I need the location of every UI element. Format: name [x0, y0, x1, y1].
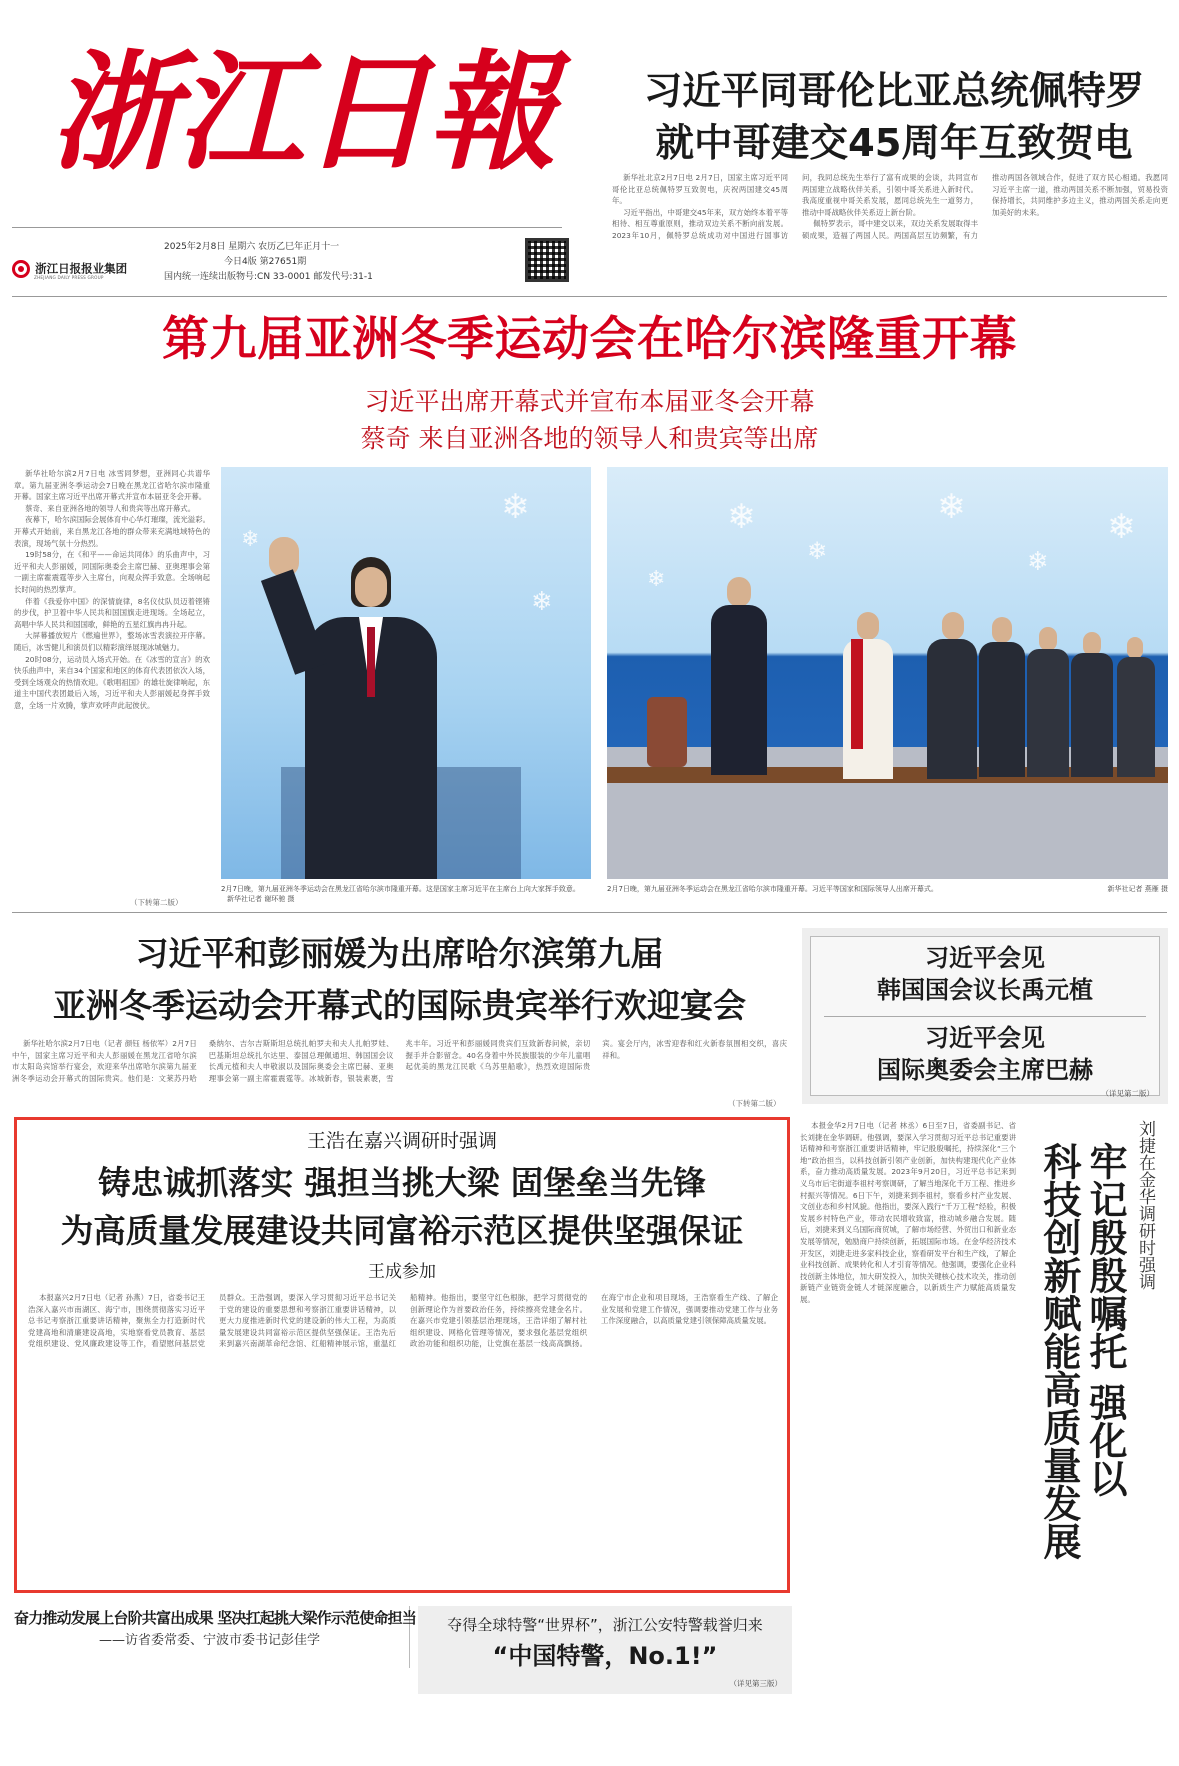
- banquet-body: [12, 1038, 787, 1108]
- feature-body: [28, 1292, 778, 1582]
- banquet-title-1: 习近平和彭丽媛为出席哈尔滨第九届: [135, 934, 664, 973]
- issue-date: 2025年2月8日 星期六 农历乙巳年正月十一: [164, 242, 340, 252]
- photo-2-credit: 新华社记者 燕雁 摄: [1107, 885, 1168, 893]
- issue-pages: 今日4版 第27651期: [224, 257, 307, 267]
- meetings-box: [802, 928, 1168, 1104]
- lead-top-body: [612, 172, 1168, 284]
- bottom-left-title: 奋力推动发展上台阶共富出成果 坚决扛起挑大梁作示范使命担当: [14, 1609, 417, 1627]
- photo-leader-waving: ❄ ❄ ❄: [221, 467, 591, 879]
- banquet-headline: [12, 928, 787, 1032]
- lead-top-title-2: 就中哥建交45周年互致贺电: [655, 121, 1133, 166]
- publisher-name-en: ZHEJIANG DAILY PRESS GROUP: [34, 274, 104, 280]
- main-para: 新华社哈尔滨2月7日电 冰雪同梦想，亚洲同心共谱华章。第九届亚洲冬季运动会7日晚在黑龙江省哈尔滨市隆重开幕。国家主席习近平出席开幕式并宣布本届亚冬会开幕。: [14, 469, 210, 502]
- bottom-mid-quote: “中国特警，No.1!”: [492, 1642, 718, 1670]
- main-para: 19时58分，在《和平——命运共同体》的乐曲声中，习近平和夫人彭丽媛，同国际奥委会主席巴赫、亚奥理事会第一副主席霍震霆等步入主席台，向观众挥手致意。全场响起长时间的热烈掌声。: [14, 550, 210, 594]
- side-story-title-1: 牢记殷殷嘱托 强化以: [1083, 1142, 1127, 1498]
- photo-1-credit: 新华社记者 谢环驰 摄: [227, 895, 295, 903]
- main-para: 夜幕下，哈尔滨国际会展体育中心华灯璀璨，流光溢彩。开幕式开始前，来自黑龙江各地的群众带来充满地域特色的表演，现场气氛十分热烈。: [14, 515, 210, 548]
- side-story-title-2: 科技创新赋能高质量发展: [1037, 1142, 1081, 1560]
- bottom-mid-title: 夺得全球特警“世界杯”，浙江公安特警载誉归来: [447, 1616, 763, 1634]
- main-continued: （下转第二版）: [130, 898, 183, 907]
- lead-top-para: 习近平指出，中哥建交45年来，双方始终本着平等相待、相互尊重原则，推动双边关系不断向前发展。2023年10月，佩特罗总统成功对中国进行国事访问，我同总统先生举行了富有成果的会谈，共同宣布两国建立战略伙伴关系，引领中哥关系进入新时代。我高度重视中哥关系发展，愿同总统先生一道努力，推动中哥战略伙伴关系迈上新台阶。: [612, 173, 978, 240]
- side-story-body: [800, 1120, 1016, 1748]
- meetings-note: （详见第二版）: [1101, 1089, 1154, 1098]
- main-para: 大屏幕播放短片《燃遍世界》，整场冰雪表演拉开序幕。随后，冰雪健儿和演员们以精彩演绎展现冰城魅力。: [14, 631, 210, 652]
- banquet-continued: （下转第二版）: [728, 1099, 781, 1108]
- side-story-para: 本报金华2月7日电（记者 林丞）6日至7日，省委副书记、省长刘捷在金华调研。他强调，要深入学习贯彻习近平总书记重要讲话精神和考察浙江重要讲话精神，牢记殷殷嘱托，持续深化“三个地”政治担当，以科技创新引领产业创新，加快构建现代化产业体系，奋力推动高质量发展。2023年9月20日，习近平总书记来到义乌市后宅街道李祖村考察调研，了解当地深化千万工程、推进乡村振兴等情况。6日下午，刘捷来到李祖村，察看乡村产业发展、文创业态和乡村风貌。他指出，要深入践行“千万工程”经验，积极发展乡村特色产业，带动农民增收致富，推动城乡融合发展。随后，刘捷来到义乌国际商贸城，了解市场经营、外贸出口和新业态发展等情况，勉励商户持续创新，拓展国际市场。在金华经济技术开发区，刘捷走进多家科技企业，察看研发平台和生产线，了解企业科技创新、成果转化和人才引育等情况。他强调，要强化企业科技创新主体地位，加大研发投入，加快关键核心技术攻关，推动创新链产业链资金链人才链深度融合，以新质生产力赋能高质量发展。: [800, 1121, 1016, 1304]
- meeting-2-sub: 国际奥委会主席巴赫: [877, 1056, 1093, 1084]
- qr-code-icon: [525, 238, 569, 282]
- header-divider: [12, 227, 562, 228]
- lead-top-headline: [614, 66, 1174, 170]
- issue-cn: 国内统一连续出版物号:CN 33-0001 邮发代号:31-1: [164, 272, 373, 282]
- feature-para: 本报嘉兴2月7日电（记者 孙燕）7日，省委书记王浩深入嘉兴市南湖区、海宁市，围绕贯彻落实习近平总书记考察浙江重要讲话精神，聚焦全力打造新时代党建高地和清廉建设高地，实地察看党员教育、基层党组织建设、党风廉政建设等工作，看望慰问基层党员群众。王浩强调，要深入学习贯彻习近平总书记关于党的建设的重要思想和考察浙江重要讲话精神，以更大力度推进新时代党的建设新的伟大工程，为高质量发展建设共同富裕示范区提供坚强保证。王浩先后来到嘉兴南湖革命纪念馆、红船精神展示馆，重温红船精神。他指出，要坚守红色根脉，把学习贯彻党的创新理论作为首要政治任务，持续擦亮党建金名片。在嘉兴市党建引领基层治理现场，王浩详细了解村社组织建设、网格化管理等情况，要求强化基层党组织政治功能和组织功能，让党旗在基层一线高高飘扬。在海宁市企业和项目现场，王浩察看生产线、了解企业发展和党建工作情况，强调要推动党建工作与业务工作深度融合，以高质量党建引领保障高质量发展。: [28, 1293, 778, 1349]
- banquet-title-2: 亚洲冬季运动会开幕式的国际贵宾举行欢迎宴会: [53, 986, 746, 1025]
- bottom-left-sub: ——访省委常委、宁波市委书记彭佳学: [99, 1633, 321, 1648]
- lead-top-para: 新华社北京2月7日电 2月7日，国家主席习近平同哥伦比亚总统佩特罗互致贺电，庆祝两国建交45周年。: [612, 173, 788, 206]
- meeting-2-title: 习近平会见: [925, 1024, 1045, 1052]
- main-headline: 第九届亚洲冬季运动会在哈尔滨隆重开幕: [162, 312, 1017, 367]
- photo-2-caption-text: 2月7日晚，第九届亚洲冬季运动会在黑龙江省哈尔滨市隆重开幕。习近平等国家和国际领导人出席开幕式。: [607, 885, 938, 893]
- photo-leaders-standing: ❄ ❄ ❄ ❄ ❄ ❄: [607, 467, 1168, 879]
- publisher-name: 浙江日报报业集团: [35, 261, 128, 276]
- main-para: 蔡奇、来自亚洲各地的领导人和贵宾等出席开幕式。: [25, 503, 196, 513]
- meeting-1-title: 习近平会见: [925, 944, 1045, 972]
- photo-2-caption: [607, 884, 1168, 894]
- photo-1-caption-text: 2月7日晚，第九届亚洲冬季运动会在黑龙江省哈尔滨市隆重开幕。这是国家主席习近平在主席台上向大家挥手致意。: [221, 885, 580, 893]
- main-para: 伴着《我爱你中国》的深情旋律，8名仪仗队员迈着铿锵的步伐，护卫着中华人民共和国国旗走进现场。全场起立，高唱中华人民共和国国歌，鲜艳的五星红旗冉冉升起。: [14, 596, 210, 629]
- main-story-body: [14, 468, 210, 908]
- bottom-teaser-mid[interactable]: [418, 1606, 792, 1694]
- main-subhead-2: 蔡奇 来自亚洲各地的领导人和贵宾等出席: [360, 424, 819, 453]
- lead-top-title-1: 习近平同哥伦比亚总统佩特罗: [643, 69, 1145, 114]
- feature-kicker: 王浩在嘉兴调研时强调: [306, 1130, 497, 1152]
- masthead-title: 浙江日報: [50, 38, 555, 188]
- issue-info: [164, 240, 534, 285]
- feature-title-1: 铸忠诚抓落实 强担当挑大梁 固堡垒当先锋: [98, 1164, 706, 1202]
- publisher-logo: [12, 258, 172, 280]
- photo-1-caption: [221, 884, 591, 904]
- bottom-teaser-left[interactable]: [14, 1606, 417, 1668]
- main-para: 20时08分，运动员入场式开始。在《冰雪的宣言》的欢快乐曲声中，来自34个国家和地区的体育代表团依次入场，受到全场观众的热情欢迎。《歌唱祖国》的雄壮旋律响起，东道主中国代表团最后入场，习近平和夫人彭丽媛起身挥手致意，全场一片欢腾，掌声欢呼声此起彼伏。: [14, 654, 210, 710]
- section-divider: [12, 912, 1167, 913]
- bottom-mid-note: （详见第三版）: [729, 1679, 782, 1688]
- main-subhead-1: 习近平出席开幕式并宣布本届亚冬会开幕: [364, 387, 815, 416]
- feature-byline: 王成参加: [368, 1262, 436, 1282]
- side-story-kicker: 刘捷在金华调研时强调: [1135, 1120, 1155, 1290]
- lead-top-para: 佩特罗表示，哥中建交以来，双边关系发展取得丰硕成果，造福了两国人民。两国高层互访频繁，有力推动两国各领域合作，促进了双方民心相通。我愿同习近平主席一道，推动两国关系不断加强，贸易投资保持增长，共同维护多边主义，推动两国关系走向更加美好的未来。: [802, 173, 1168, 240]
- publisher-emblem-icon: [12, 260, 30, 278]
- meeting-1-sub: 韩国国会议长禹元植: [877, 976, 1093, 1004]
- feature-title-2: 为高质量发展建设共同富裕示范区提供坚强保证: [60, 1212, 744, 1250]
- section-divider: [12, 296, 1167, 297]
- banquet-para: 新华社哈尔滨2月7日电（记者 颜钰 杨依军）2月7日中午，国家主席习近平和夫人彭丽媛在黑龙江省哈尔滨市太阳岛宾馆举行宴会，欢迎来华出席哈尔滨第九届亚洲冬季运动会开幕式的国际贵宾。他们是：文莱苏丹哈桑纳尔、吉尔吉斯斯坦总统扎帕罗夫和夫人扎帕罗娃、巴基斯坦总统扎尔达里、泰国总理佩通坦、韩国国会议长禹元植和夫人申敬淑以及国际奥委会主席巴赫、亚奥理事会第一副主席霍震霆等。冰城新春，银装素裹，雪兆丰年。习近平和彭丽媛同贵宾们互致新春问候，亲切握手并合影留念。40名身着中外民族服装的少年儿童唱起优美的黑龙江民歌《乌苏里船歌》，热烈欢迎国际贵宾。宴会厅内，冰雪迎春和红火新春氛围相交织，喜庆祥和。: [12, 1039, 787, 1083]
